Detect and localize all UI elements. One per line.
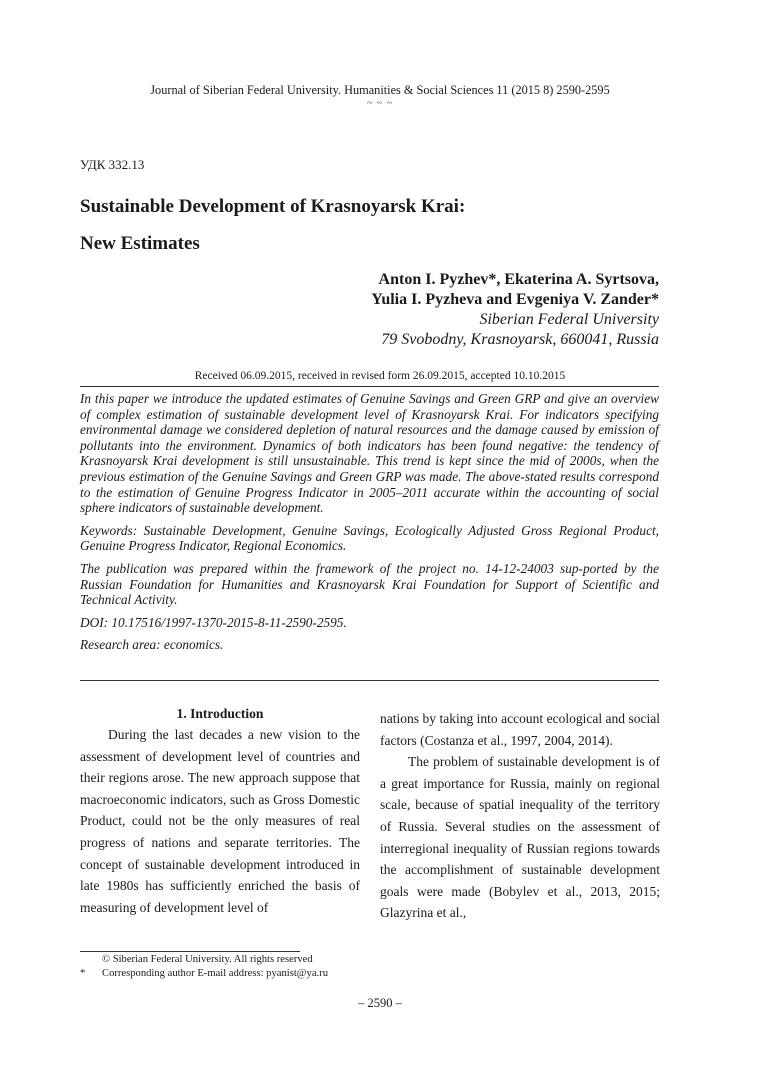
footnote-rule bbox=[80, 951, 300, 952]
title-line-2: New Estimates bbox=[80, 233, 200, 254]
footnote-mark: * bbox=[80, 967, 86, 979]
header-separator: ~ ~ ~ bbox=[366, 98, 394, 109]
footnote-mark bbox=[80, 953, 102, 967]
author-block bbox=[371, 270, 659, 350]
authors-line-2: Yulia I. Pyzheva and Evgeniya V. Zander* bbox=[371, 291, 659, 308]
funding-note: The publication was prepared within the framework of the project no. 14-12-24003 sup-ported by the Russian Foundation for Humanities and Krasnoyarsk Krai Foundation for Support of Scientific and Technical Activity. bbox=[80, 560, 659, 608]
footnotes bbox=[80, 953, 328, 980]
udk-code: УДК 332.13 bbox=[80, 157, 145, 172]
research-area: Research area: economics. bbox=[80, 637, 224, 653]
keywords: Keywords: Sustainable Development, Genuine Savings, Ecologically Adjusted Gross Regional Product, Genuine Progress Indicator, Regional Economics. bbox=[80, 522, 659, 554]
doi: DOI: 10.17516/1997-1370-2015-8-11-2590-2595. bbox=[80, 614, 347, 630]
received-dates: Received 06.09.2015, received in revised form 26.09.2015, accepted 10.10.2015 bbox=[194, 370, 566, 382]
footnote-text: Corresponding author E-mail address: pyanist@ya.ru bbox=[102, 967, 328, 979]
title-line-1: Sustainable Development of Krasnoyarsk Krai: bbox=[80, 196, 466, 217]
body-paragraph: During the last decades a new vision to the assessment of development level of countries and their regions arose. The new approach suppose that macroeconomic indicators, such as Gross Domestic Product, could not be the only measures of real progress of nations and separate territories. The concept of sustainable development introduced in late 1980s has sufficiently enriched the basis of measuring of development level of bbox=[80, 727, 360, 915]
paper-title bbox=[80, 188, 465, 262]
abstract-block bbox=[80, 391, 659, 660]
abstract-bottom-rule bbox=[80, 680, 659, 681]
page-number: – 2590 – bbox=[358, 996, 402, 1010]
footnote bbox=[80, 967, 328, 981]
affiliation: Siberian Federal University bbox=[479, 311, 659, 328]
body-paragraph: The problem of sustainable development is of a great importance for Russia, mainly on regional scale, because of spatial inequality of the territory of Russia. Several studies on the assessment of interregional inequality of Russian regions towards the accomplishment of sustainable development goals were made (Bobylev et al., 2013, 2015; Glazyrina et al., bbox=[380, 754, 660, 921]
right-column bbox=[380, 708, 660, 924]
body-paragraph: nations by taking into account ecological and social factors (Costanza et al., 1997, 2004, 2014). bbox=[380, 711, 660, 748]
address: 79 Svobodny, Krasnoyarsk, 660041, Russia bbox=[381, 331, 659, 348]
abstract-top-rule bbox=[80, 386, 659, 387]
authors-line-1: Anton I. Pyzhev*, Ekaterina A. Syrtsova, bbox=[378, 271, 659, 288]
journal-header: Journal of Siberian Federal University. Humanities & Social Sciences 11 (2015 8) 2590-2595 bbox=[150, 83, 610, 97]
abstract-text: In this paper we introduce the updated estimates of Genuine Savings and Green GRP and give an overview of complex estimation of sustainable development level of Krasnoyarsk Krai. For indicators specifying environmental damage we considered depletion of natural resources and the damage caused by emission of pollutants into the environment. Dynamics of both indicators has been found negative: the tendency of Krasnoyarsk Krai development is still unsustainable. This trend is kept since the mid of 2000s, when the previous estimation of the Genuine Savings and Green GRP was made. The above-stated results correspond to the estimation of Genuine Progress Indicator in 2005–2011 accurate within the accounting of social sphere indicators of sustainable development. bbox=[80, 391, 659, 516]
section-heading: 1. Introduction bbox=[176, 706, 264, 721]
footnote-text: © Siberian Federal University. All rights reserved bbox=[102, 954, 313, 965]
footnote bbox=[80, 953, 328, 967]
left-column bbox=[80, 703, 360, 918]
